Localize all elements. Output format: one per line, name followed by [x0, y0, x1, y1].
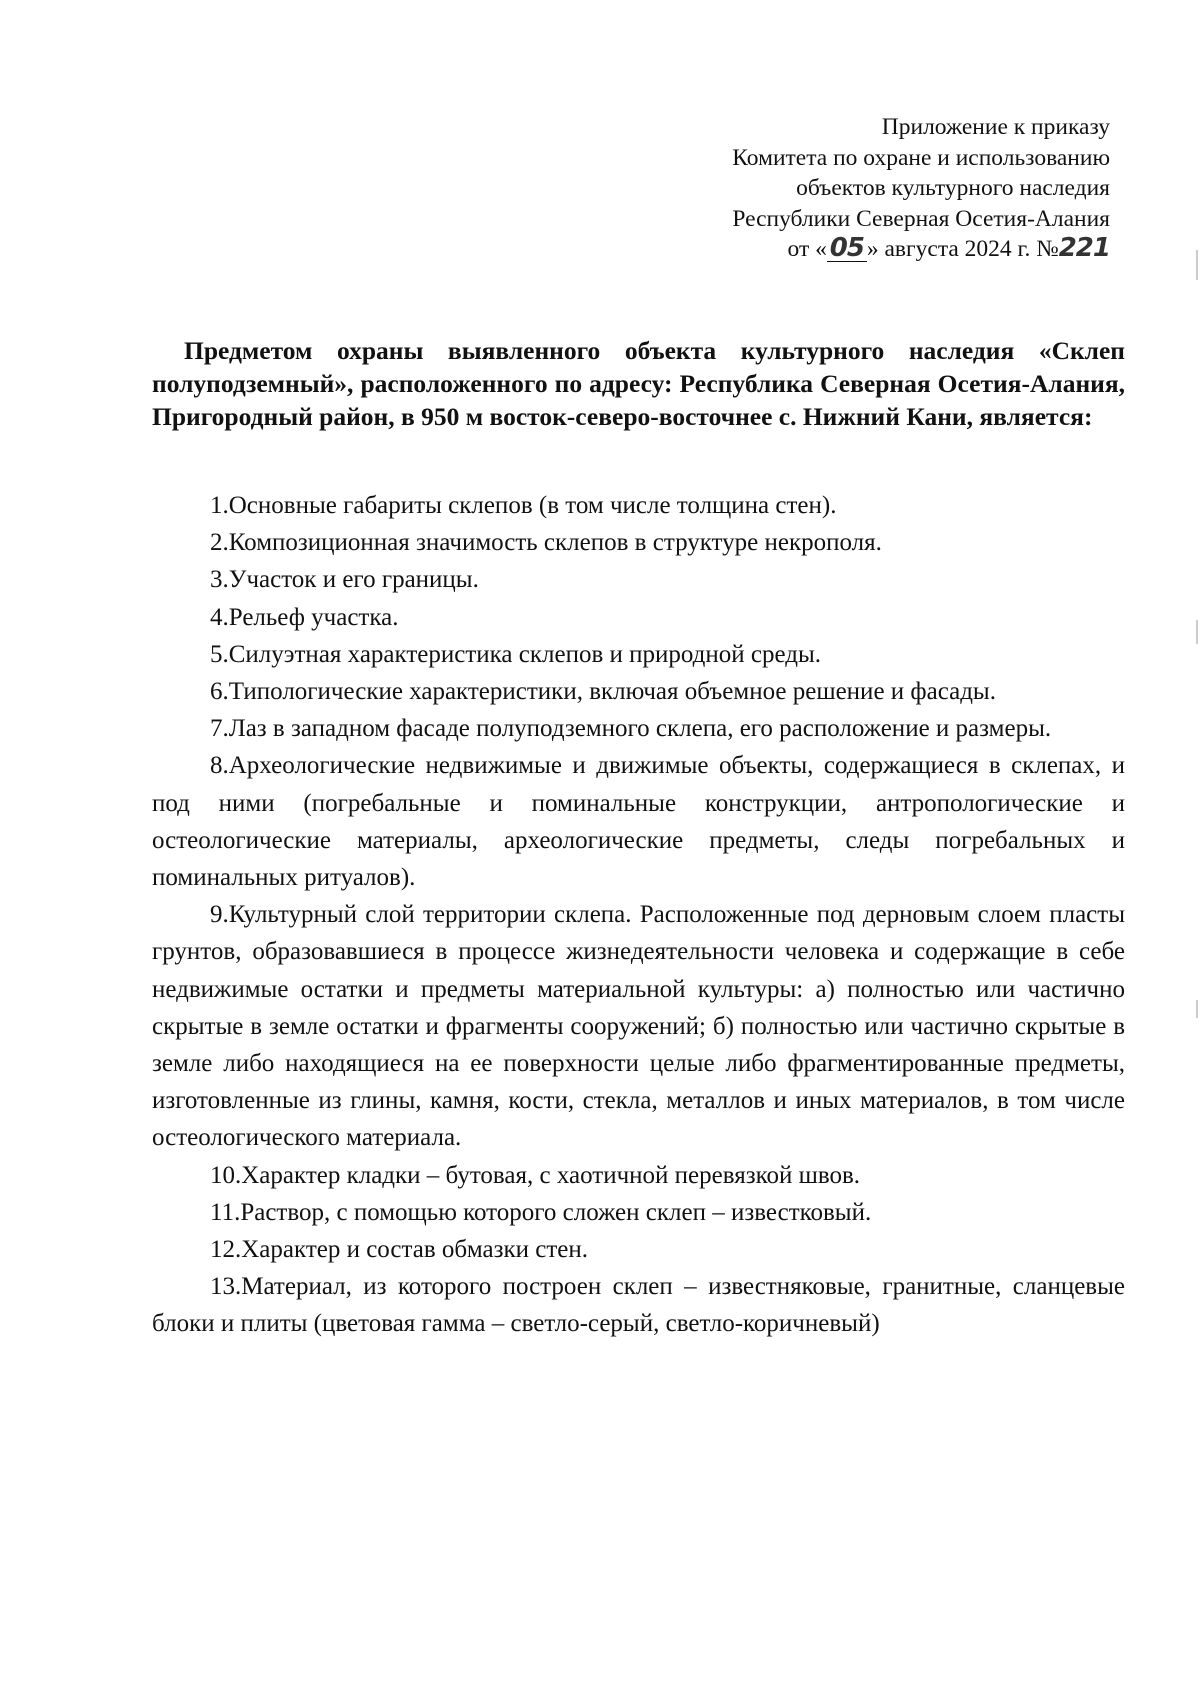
order-date-line: [732, 234, 1110, 265]
item-text: Участок и его границы.: [228, 566, 479, 594]
item-number: 12.: [210, 1236, 242, 1264]
list-item: [152, 1194, 1125, 1231]
item-number: 11.: [210, 1198, 241, 1226]
list-item: [152, 1157, 1125, 1194]
item-text: Лаз в западном фасаде полуподземного склепа, его расположение и размеры.: [228, 715, 1052, 743]
list-item: [152, 896, 1125, 1156]
order-day-handwritten: [827, 233, 867, 263]
item-number: 1.: [210, 492, 229, 519]
item-number: 4.: [210, 603, 229, 631]
item-number: 6.: [210, 678, 229, 706]
header-line-3: объектов культурного наследия: [796, 175, 1110, 201]
order-middle: » августа 2024 г. №: [866, 236, 1059, 262]
list-item: [152, 1231, 1125, 1268]
item-text: Археологические недвижимые и движимые объекты, содержащиеся в склепах, и под ними (погребальные и поминальные конструкции, антропологические и остеологические материалы, археологические предметы, следы погребальных и поминальных ритуалов).: [152, 752, 1125, 892]
item-number: 8.: [210, 752, 229, 780]
list-item: [152, 636, 1125, 673]
list-item: [152, 710, 1125, 747]
document-title: Предметом охраны выявленного объекта культурного наследия «Склеп полуподземный», расположенного по адресу: Республика Северная Осетия-Алания, Пригородный район, в 950 м восток-северо-восточнее с. Нижний Кани, является:: [152, 336, 1125, 431]
scan-edge-mark: [1196, 620, 1198, 644]
item-text: Характер и состав обмазки стен.: [241, 1236, 589, 1264]
item-text: Основные габариты склепов (в том числе толщина стен).: [228, 492, 837, 519]
order-number-value: 221: [1058, 233, 1110, 263]
item-number: 10.: [210, 1161, 242, 1189]
header-line-1: Приложение к приказу: [881, 114, 1110, 140]
appendix-header: [732, 112, 1110, 265]
header-line-4: Республики Северная Осетия-Алания: [732, 205, 1110, 232]
order-day-value: 05: [829, 233, 864, 263]
item-number: 9.: [210, 901, 229, 929]
protection-items-list: [152, 487, 1125, 1343]
order-number-handwritten: [1058, 233, 1110, 263]
list-item: [152, 673, 1125, 710]
item-text: Рельеф участка.: [228, 603, 399, 631]
item-number: 13.: [210, 1273, 242, 1301]
item-text: Культурный слой территории склепа. Расположенные под дерновым слоем пласты грунтов, образовавшиеся в процессе жизнедеятельности человека и содержащие в себе недвижимые остатки и предметы материальной культуры: а) полностью или частично скрытые в земле остатки и фрагменты сооружений; б) полностью или частично скрытые в земле либо находящиеся на ее поверхности целые либо фрагментированные предметы, изготовленные из глины, камня, кости, стекла, металлов и иных материалов, в том числе остеологического материала.: [152, 901, 1125, 1152]
item-number: 5.: [210, 640, 229, 668]
order-prefix: от «: [787, 236, 827, 262]
list-item: [152, 747, 1125, 896]
list-item: [152, 561, 1125, 598]
item-text: Материал, из которого построен склеп – известняковые, гранитные, сланцевые блоки и плиты (цветовая гамма – светло-серый, светло-коричневый): [152, 1273, 1125, 1338]
list-item: [152, 524, 1125, 561]
item-number: 7.: [210, 715, 229, 743]
item-text: Силуэтная характеристика склепов и природной среды.: [228, 640, 822, 668]
item-text: Характер кладки – бутовая, с хаотичной перевязкой швов.: [241, 1161, 861, 1189]
item-number: 2.: [210, 529, 229, 557]
list-item: [152, 487, 1125, 524]
scan-edge-mark: [1196, 250, 1198, 280]
scan-edge-mark: [1196, 1000, 1198, 1018]
list-item: [152, 599, 1125, 636]
list-item: [152, 1268, 1125, 1342]
item-number: 3.: [210, 566, 229, 594]
header-line-2: Комитета по охране и использованию: [732, 144, 1110, 171]
item-text: Раствор, с помощью которого сложен склеп – известковый.: [240, 1198, 872, 1226]
item-text: Типологические характеристики, включая объемное решение и фасады.: [228, 678, 996, 706]
item-text: Композиционная значимость склепов в структуре некрополя.: [228, 529, 882, 557]
